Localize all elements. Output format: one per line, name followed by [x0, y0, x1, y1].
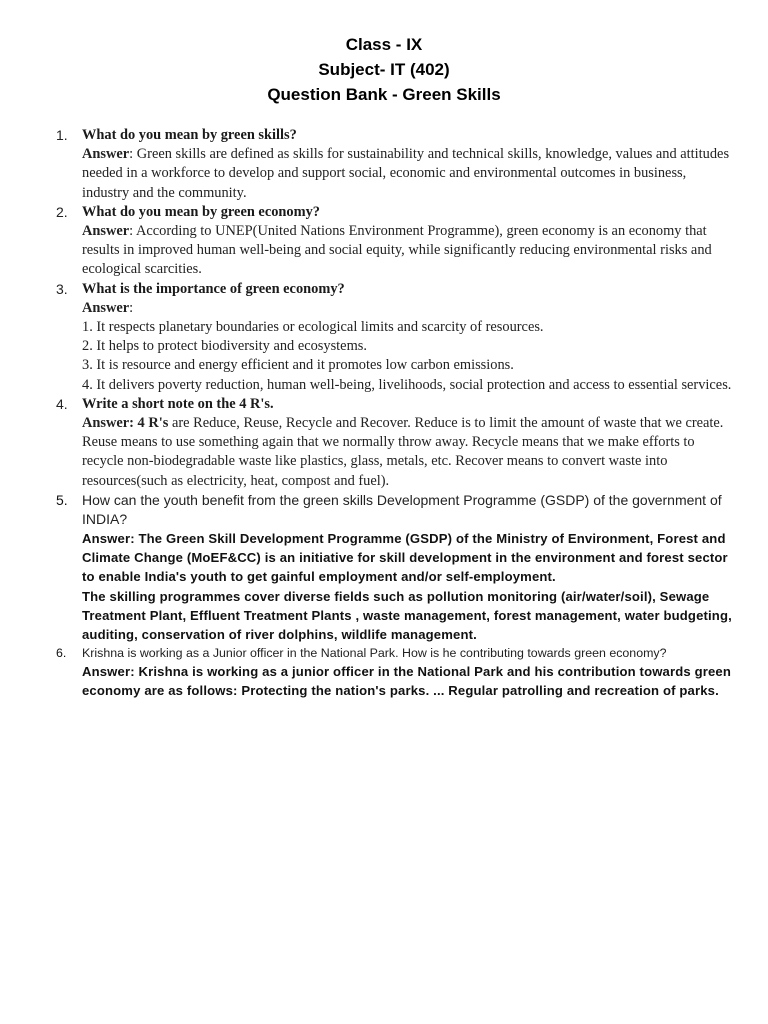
- question-item-4: [56, 395, 736, 491]
- answer-text: :: [129, 299, 134, 316]
- question-text: What do you mean by green skills?: [82, 127, 297, 143]
- answer-label: Answer:: [82, 664, 135, 680]
- document-title: Question Bank - Green Skills: [267, 85, 501, 104]
- question-text: Krishna is working as a Junior officer in the National Park. How is he contributing towards green economy?: [82, 645, 667, 660]
- answer-text: : According to UNEP(United Nations Environment Programme), green economy is an economy that results in improved human well-being and social equity, while significantly reducing environmental risks and ecological scarcities.: [82, 223, 712, 278]
- question-item-2: [56, 203, 736, 280]
- question-text: How can the youth benefit from the green skills Development Programme (GSDP) of the government of INDIA?: [82, 491, 722, 527]
- question-text: Write a short note on the 4 R's.: [82, 395, 274, 412]
- answer-label: Answer: [82, 415, 130, 432]
- answer-paragraph-1: Answer: The Green Skill Development Programme (GSDP) of the Ministry of Environment, Forest and Climate Change (MoEF&CC) is an initiative for skill development in the environment and forest sector to enable India's youth to get gainful employment and/or self-employment.: [82, 530, 728, 585]
- answer-point-3: 3. It is resource and energy efficient and it promotes low carbon emissions.: [82, 357, 514, 374]
- subject-heading: Subject- IT (402): [318, 60, 450, 79]
- document-header: [0, 32, 768, 107]
- answer-label: Answer: [82, 146, 130, 163]
- answer-label: Answer: [82, 299, 130, 316]
- question-item-3: [56, 280, 736, 395]
- answer: [82, 145, 736, 203]
- question-item-1: [56, 126, 736, 203]
- question-number: 6.: [56, 645, 67, 660]
- class-heading: Class - IX: [345, 35, 423, 54]
- answer-text: Krishna is working as a junior officer in the National Park and his contribution towards green economy are as follows: Protecting the nation's parks. ... Regular patrolling and recreation of parks.: [82, 664, 732, 699]
- question-item-5: [56, 491, 736, 645]
- answer-text: : Green skills are defined as skills for sustainability and technical skills, knowledge, values and attitudes needed in a workforce to develop and support social, economic and environmental outcomes in business, industry and the community.: [82, 146, 730, 201]
- question-number: 1.: [56, 127, 68, 143]
- answer-point-2: 2. It helps to protect biodiversity and ecosystems.: [82, 338, 367, 355]
- answer-point-1: 1. It respects planetary boundaries or ecological limits and scarcity of resources.: [82, 319, 544, 336]
- answer: [82, 662, 736, 701]
- answer-point-4: 4. It delivers poverty reduction, human well-being, livelihoods, social protection and access to essential services.: [82, 376, 732, 393]
- answer-paragraph-2: The skilling programmes cover diverse fields such as pollution monitoring (air/water/soil), Sewage Treatment Plant, Effluent Treatment Plants , waste management, forest management, water budgeting, auditing, conservation of river dolphins, wildlife management.: [82, 588, 732, 643]
- question-number: 3.: [56, 280, 68, 297]
- question-item-6: [56, 645, 736, 701]
- answer-keyword: : 4 R's: [129, 415, 169, 432]
- question-number: 2.: [56, 203, 68, 220]
- question-text: What do you mean by green economy?: [82, 203, 320, 220]
- answer: [82, 299, 736, 318]
- question-number: 5.: [56, 491, 68, 508]
- question-text: What is the importance of green economy?: [82, 280, 345, 297]
- question-number: 4.: [56, 395, 68, 412]
- answer-label: Answer: [82, 223, 130, 240]
- answer: [82, 222, 736, 280]
- question-list: [56, 126, 736, 701]
- answer: [82, 414, 736, 491]
- answer-text: are Reduce, Reuse, Recycle and Recover. Reduce is to limit the amount of waste that we create. Reuse means to use something again that we normally throw away. Recycle means that we make efforts to recycle non-biodegradable waste like plastics, glass, metals, etc. Recover means to convert waste into resources(such as electricity, heat, compost and fuel).: [82, 415, 724, 489]
